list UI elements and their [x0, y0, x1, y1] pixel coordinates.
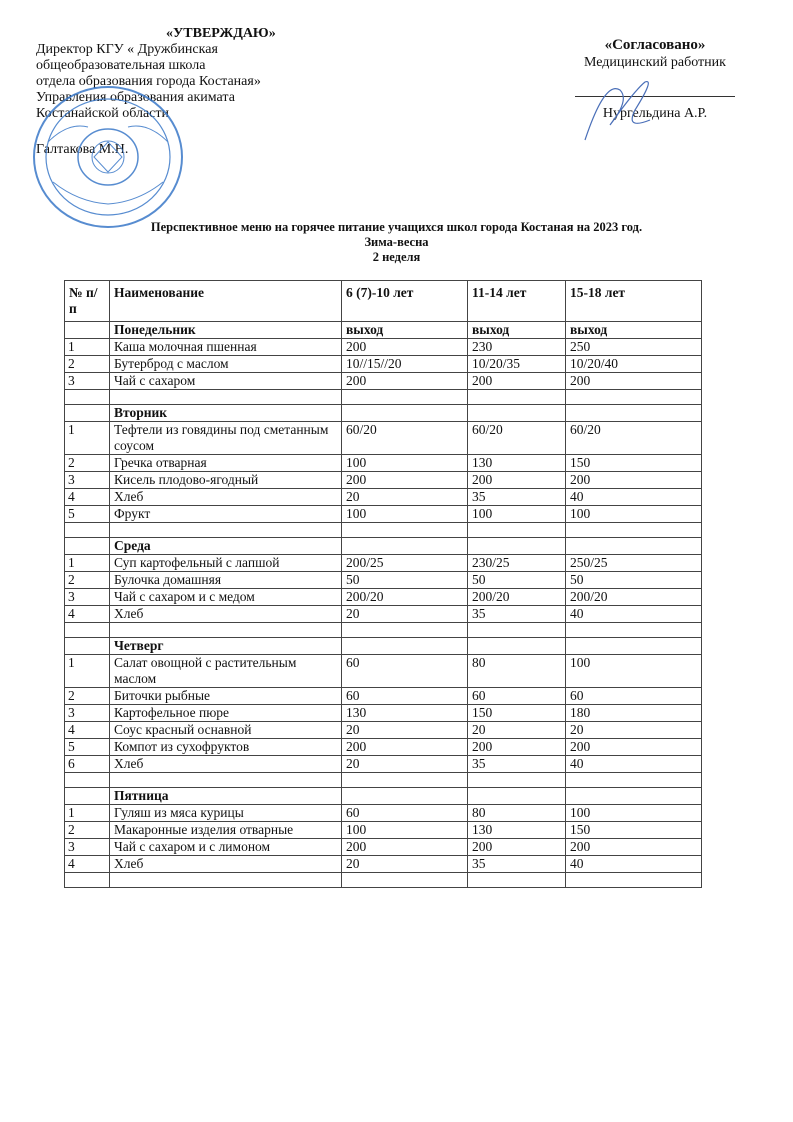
item-portion-age-1: 20 [342, 489, 468, 506]
item-portion-age-3: 250 [566, 339, 702, 356]
output-label: выход [566, 322, 702, 339]
item-portion-age-2: 230/25 [468, 555, 566, 572]
item-portion-age-2: 10/20/35 [468, 356, 566, 373]
item-portion-age-2: 60/20 [468, 422, 566, 455]
table-cell [468, 523, 566, 538]
output-label: выход [342, 322, 468, 339]
approval-title: «УТВЕРЖДАЮ» [166, 26, 276, 41]
table-header-row [65, 281, 702, 322]
table-row [65, 555, 702, 572]
table-cell [566, 523, 702, 538]
item-portion-age-2: 35 [468, 489, 566, 506]
item-portion-age-3: 60 [566, 688, 702, 705]
item-portion-age-3: 60/20 [566, 422, 702, 455]
menu-table [64, 280, 702, 888]
item-portion-age-2: 230 [468, 339, 566, 356]
item-number: 5 [65, 506, 110, 523]
header-name: Наименование [110, 281, 342, 322]
item-name: Гуляш из мяса курицы [110, 805, 342, 822]
document-week: 2 неделя [372, 250, 421, 264]
table-row [65, 722, 702, 739]
item-portion-age-3: 200 [566, 472, 702, 489]
item-portion-age-2: 130 [468, 455, 566, 472]
item-portion-age-1: 60 [342, 805, 468, 822]
item-number: 2 [65, 356, 110, 373]
item-number: 4 [65, 606, 110, 623]
item-name: Булочка домашняя [110, 572, 342, 589]
item-portion-age-3: 40 [566, 606, 702, 623]
item-number: 1 [65, 422, 110, 455]
signature-line [575, 86, 735, 97]
item-portion-age-1: 200/25 [342, 555, 468, 572]
item-number: 1 [65, 655, 110, 688]
document-heading [0, 220, 793, 265]
item-portion-age-2: 150 [468, 705, 566, 722]
item-number: 2 [65, 572, 110, 589]
table-row [65, 805, 702, 822]
table-row [65, 506, 702, 523]
table-cell [342, 773, 468, 788]
document-season: Зима-весна [364, 235, 429, 249]
item-portion-age-2: 35 [468, 856, 566, 873]
item-portion-age-1: 20 [342, 856, 468, 873]
agreement-role: Медицинский работник [584, 55, 726, 70]
item-portion-age-3: 100 [566, 506, 702, 523]
item-portion-age-2: 20 [468, 722, 566, 739]
table-row [65, 839, 702, 856]
table-cell [468, 405, 566, 422]
table-cell [342, 538, 468, 555]
item-number: 4 [65, 489, 110, 506]
item-portion-age-1: 20 [342, 756, 468, 773]
approval-line: отдела образования города Костаная» [36, 74, 261, 89]
table-row [65, 655, 702, 688]
day-row [65, 538, 702, 555]
day-name: Пятница [110, 788, 342, 805]
spacer-row [65, 523, 702, 538]
table-cell [110, 390, 342, 405]
item-portion-age-1: 100 [342, 455, 468, 472]
item-portion-age-2: 100 [468, 506, 566, 523]
table-cell [468, 623, 566, 638]
table-row [65, 455, 702, 472]
approval-line: Управления образования акимата [36, 90, 235, 105]
item-name: Гречка отварная [110, 455, 342, 472]
table-row [65, 339, 702, 356]
item-portion-age-2: 80 [468, 805, 566, 822]
table-cell [65, 390, 110, 405]
item-name: Картофельное пюре [110, 705, 342, 722]
item-portion-age-3: 40 [566, 489, 702, 506]
table-cell [65, 523, 110, 538]
item-portion-age-1: 100 [342, 822, 468, 839]
day-row [65, 405, 702, 422]
table-cell [566, 405, 702, 422]
document-title: Перспективное меню на горячее питание учащихся школ города Костаная на 2023 год. [150, 220, 643, 234]
table-cell [566, 773, 702, 788]
table-row [65, 373, 702, 390]
table-row [65, 739, 702, 756]
table-cell [65, 873, 110, 888]
spacer-row [65, 873, 702, 888]
item-number: 3 [65, 705, 110, 722]
item-portion-age-1: 60/20 [342, 422, 468, 455]
table-cell [65, 638, 110, 655]
item-number: 2 [65, 688, 110, 705]
item-name: Фрукт [110, 506, 342, 523]
table-cell [468, 788, 566, 805]
day-name: Понедельник [110, 322, 342, 339]
table-cell [342, 405, 468, 422]
item-portion-age-3: 40 [566, 856, 702, 873]
item-portion-age-1: 130 [342, 705, 468, 722]
item-portion-age-3: 150 [566, 822, 702, 839]
item-name: Кисель плодово-ягодный [110, 472, 342, 489]
table-cell [566, 788, 702, 805]
item-portion-age-3: 100 [566, 655, 702, 688]
item-portion-age-2: 35 [468, 606, 566, 623]
spacer-row [65, 623, 702, 638]
day-name: Четверг [110, 638, 342, 655]
header-age-3: 15-18 лет [566, 281, 702, 322]
item-portion-age-1: 200 [342, 373, 468, 390]
item-portion-age-2: 35 [468, 756, 566, 773]
table-cell [110, 773, 342, 788]
item-portion-age-1: 200 [342, 339, 468, 356]
table-cell [468, 638, 566, 655]
table-row [65, 572, 702, 589]
item-number: 3 [65, 839, 110, 856]
item-portion-age-2: 200 [468, 739, 566, 756]
item-name: Чай с сахаром и с медом [110, 589, 342, 606]
table-cell [566, 623, 702, 638]
item-name: Хлеб [110, 756, 342, 773]
item-number: 1 [65, 339, 110, 356]
item-portion-age-2: 200 [468, 839, 566, 856]
item-portion-age-1: 10//15//20 [342, 356, 468, 373]
item-portion-age-1: 50 [342, 572, 468, 589]
table-row [65, 756, 702, 773]
item-number: 1 [65, 555, 110, 572]
item-portion-age-3: 150 [566, 455, 702, 472]
item-portion-age-1: 200 [342, 739, 468, 756]
table-cell [342, 788, 468, 805]
item-number: 2 [65, 455, 110, 472]
table-cell [342, 523, 468, 538]
item-number: 3 [65, 589, 110, 606]
item-name: Тефтели из говядины под сметанным соусом [110, 422, 342, 455]
item-portion-age-2: 200 [468, 472, 566, 489]
item-name: Макаронные изделия отварные [110, 822, 342, 839]
spacer-row [65, 390, 702, 405]
table-cell [468, 873, 566, 888]
table-cell [566, 873, 702, 888]
item-portion-age-3: 250/25 [566, 555, 702, 572]
table-cell [65, 788, 110, 805]
item-number: 6 [65, 756, 110, 773]
approval-signer: Галтакова М.Н. [36, 142, 129, 157]
item-portion-age-1: 20 [342, 722, 468, 739]
item-name: Каша молочная пшенная [110, 339, 342, 356]
approval-line: Костанайской области [36, 106, 169, 121]
item-number: 1 [65, 805, 110, 822]
table-cell [65, 538, 110, 555]
item-number: 4 [65, 722, 110, 739]
table-cell [468, 773, 566, 788]
item-name: Хлеб [110, 606, 342, 623]
item-portion-age-1: 200 [342, 839, 468, 856]
item-name: Хлеб [110, 856, 342, 873]
item-portion-age-3: 50 [566, 572, 702, 589]
table-row [65, 856, 702, 873]
item-number: 3 [65, 472, 110, 489]
item-portion-age-3: 40 [566, 756, 702, 773]
table-cell [342, 623, 468, 638]
item-portion-age-1: 100 [342, 506, 468, 523]
table-row [65, 822, 702, 839]
item-portion-age-1: 200/20 [342, 589, 468, 606]
item-name: Суп картофельный с лапшой [110, 555, 342, 572]
table-row [65, 705, 702, 722]
day-name: Среда [110, 538, 342, 555]
agreement-title: «Согласовано» [604, 37, 706, 53]
item-portion-age-3: 200 [566, 373, 702, 390]
table-cell [342, 873, 468, 888]
approval-line: Директор КГУ « Дружбинская [36, 42, 218, 57]
item-number: 2 [65, 822, 110, 839]
table-row [65, 589, 702, 606]
item-portion-age-3: 200/20 [566, 589, 702, 606]
item-portion-age-1: 200 [342, 472, 468, 489]
table-row [65, 606, 702, 623]
table-cell [468, 390, 566, 405]
table-cell [110, 873, 342, 888]
table-cell [65, 322, 110, 339]
item-portion-age-3: 180 [566, 705, 702, 722]
item-portion-age-2: 80 [468, 655, 566, 688]
item-portion-age-2: 130 [468, 822, 566, 839]
item-number: 4 [65, 856, 110, 873]
header-age-1: 6 (7)-10 лет [342, 281, 468, 322]
item-portion-age-3: 200 [566, 739, 702, 756]
item-name: Салат овощной с растительным маслом [110, 655, 342, 688]
item-portion-age-3: 200 [566, 839, 702, 856]
item-name: Чай с сахаром и с лимоном [110, 839, 342, 856]
table-cell [110, 523, 342, 538]
item-name: Биточки рыбные [110, 688, 342, 705]
item-name: Бутерброд с маслом [110, 356, 342, 373]
item-portion-age-1: 60 [342, 688, 468, 705]
item-portion-age-3: 10/20/40 [566, 356, 702, 373]
item-portion-age-3: 100 [566, 805, 702, 822]
table-cell [342, 390, 468, 405]
day-row [65, 322, 702, 339]
table-cell [65, 773, 110, 788]
item-portion-age-1: 20 [342, 606, 468, 623]
table-cell [342, 638, 468, 655]
table-cell [110, 623, 342, 638]
item-name: Компот из сухофруктов [110, 739, 342, 756]
table-cell [65, 405, 110, 422]
item-portion-age-2: 60 [468, 688, 566, 705]
output-label: выход [468, 322, 566, 339]
header-number: № п/п [65, 281, 110, 322]
agreement-block [555, 36, 755, 123]
day-name: Вторник [110, 405, 342, 422]
item-name: Хлеб [110, 489, 342, 506]
day-row [65, 638, 702, 655]
table-row [65, 356, 702, 373]
table-cell [468, 538, 566, 555]
item-portion-age-1: 60 [342, 655, 468, 688]
header-age-2: 11-14 лет [468, 281, 566, 322]
approval-line: общеобразовательная школа [36, 58, 206, 73]
item-portion-age-2: 200 [468, 373, 566, 390]
table-cell [566, 390, 702, 405]
table-cell [566, 538, 702, 555]
table-row [65, 422, 702, 455]
table-row [65, 472, 702, 489]
approval-block [36, 26, 336, 158]
item-portion-age-3: 20 [566, 722, 702, 739]
item-name: Чай с сахаром [110, 373, 342, 390]
item-name: Соус красный оснавной [110, 722, 342, 739]
item-number: 3 [65, 373, 110, 390]
table-cell [65, 623, 110, 638]
item-portion-age-2: 200/20 [468, 589, 566, 606]
menu-body [65, 322, 702, 888]
spacer-row [65, 773, 702, 788]
item-number: 5 [65, 739, 110, 756]
item-portion-age-2: 50 [468, 572, 566, 589]
table-row [65, 688, 702, 705]
agreement-signer: Нургельдина А.Р. [602, 106, 708, 121]
day-row [65, 788, 702, 805]
table-cell [566, 638, 702, 655]
table-row [65, 489, 702, 506]
